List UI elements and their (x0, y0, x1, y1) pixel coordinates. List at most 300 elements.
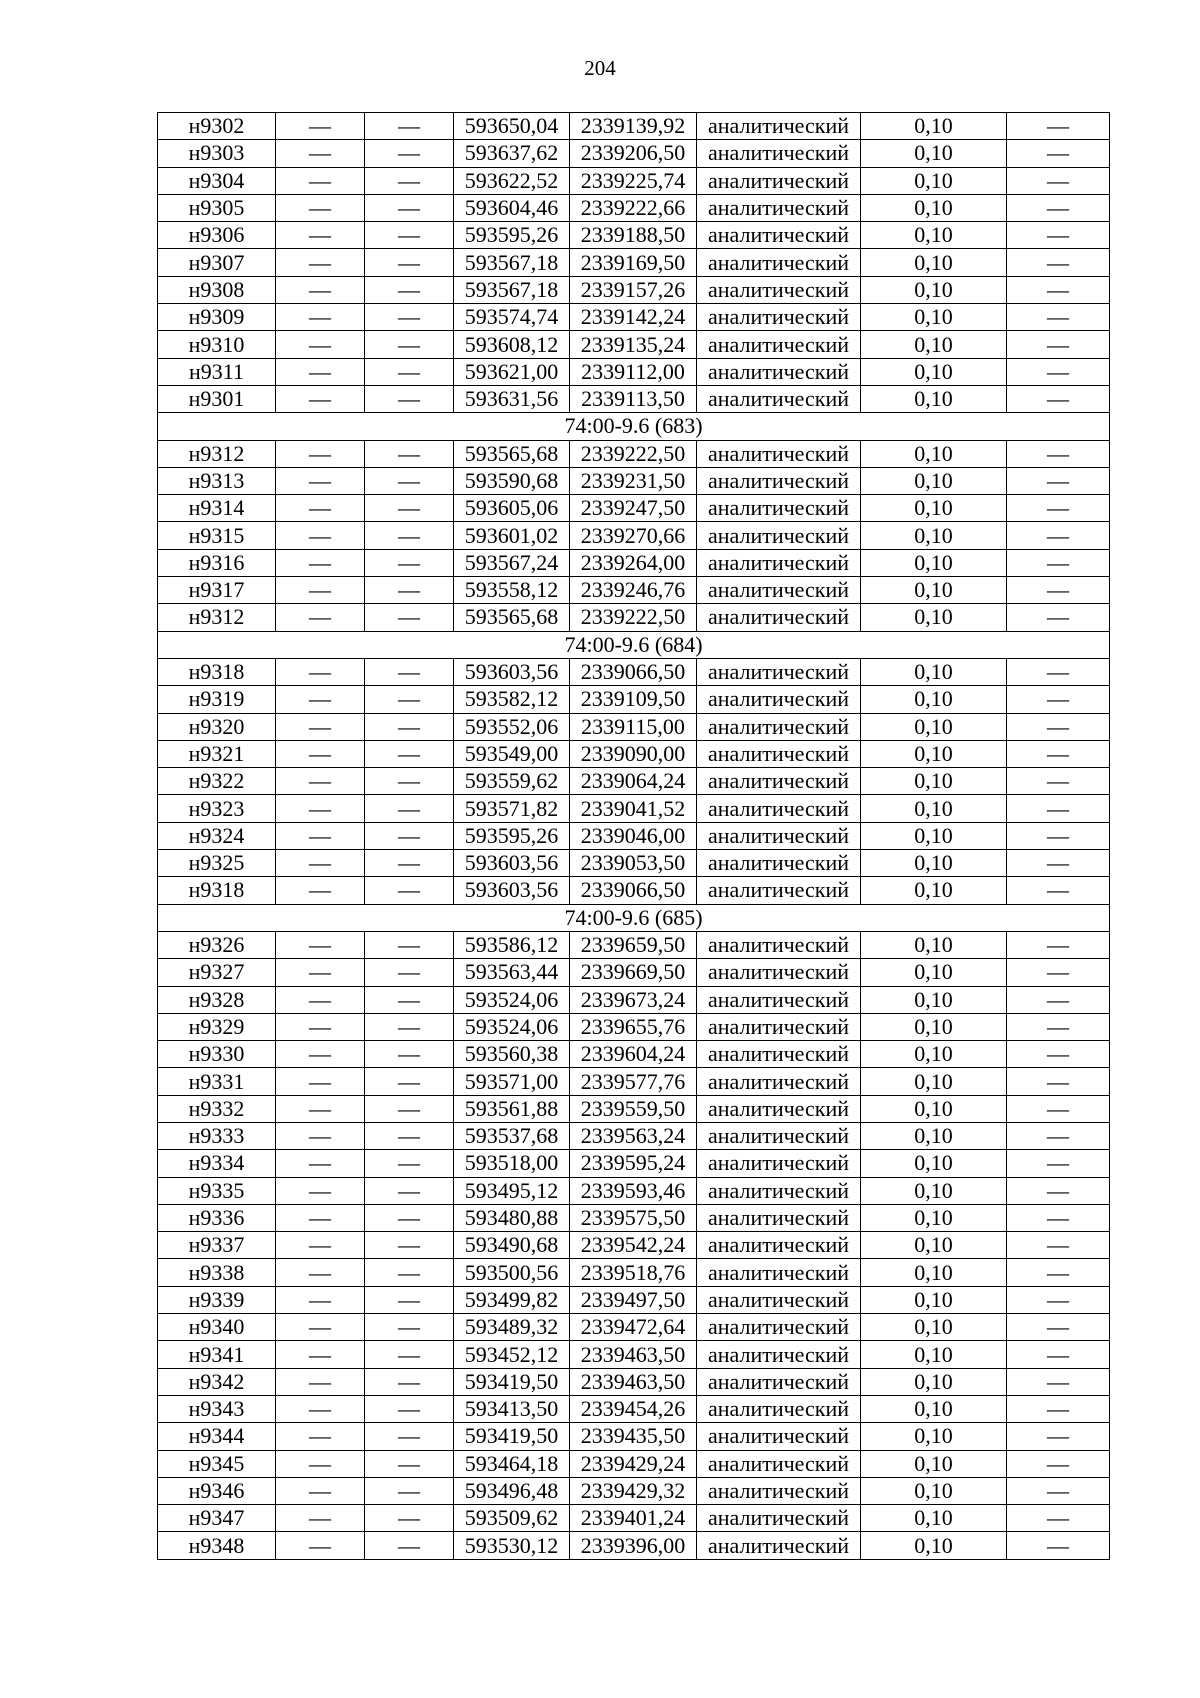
precision-cell: 0,10 (861, 304, 1007, 331)
point-name-cell: н9335 (158, 1177, 276, 1204)
empty-dash-cell: — (276, 604, 365, 631)
precision-cell: 0,10 (861, 358, 1007, 385)
table-row (158, 495, 1110, 522)
empty-dash-cell: — (1007, 740, 1110, 767)
coordinate-y-cell: 2339247,50 (570, 495, 697, 522)
table-row (158, 740, 1110, 767)
method-cell: аналитический (697, 877, 861, 904)
method-cell: аналитический (697, 1532, 861, 1559)
coordinate-y-cell: 2339157,26 (570, 276, 697, 303)
coordinate-x-cell: 593574,74 (454, 304, 570, 331)
point-name-cell: н9318 (158, 877, 276, 904)
precision-cell: 0,10 (861, 1068, 1007, 1095)
empty-dash-cell: — (1007, 768, 1110, 795)
point-name-cell: н9320 (158, 713, 276, 740)
method-cell: аналитический (697, 304, 861, 331)
table-row (158, 1341, 1110, 1368)
precision-cell: 0,10 (861, 1013, 1007, 1040)
method-cell: аналитический (697, 249, 861, 276)
empty-dash-cell: — (365, 1395, 454, 1422)
coordinate-y-cell: 2339225,74 (570, 167, 697, 194)
empty-dash-cell: — (365, 549, 454, 576)
method-cell: аналитический (697, 686, 861, 713)
precision-cell: 0,10 (861, 222, 1007, 249)
coordinate-x-cell: 593605,06 (454, 495, 570, 522)
table-row (158, 467, 1110, 494)
method-cell: аналитический (697, 1013, 861, 1040)
point-name-cell: н9341 (158, 1341, 276, 1368)
empty-dash-cell: — (1007, 467, 1110, 494)
point-name-cell: н9332 (158, 1095, 276, 1122)
empty-dash-cell: — (276, 1204, 365, 1231)
precision-cell: 0,10 (861, 1341, 1007, 1368)
empty-dash-cell: — (365, 1341, 454, 1368)
method-cell: аналитический (697, 1395, 861, 1422)
empty-dash-cell: — (365, 1177, 454, 1204)
empty-dash-cell: — (1007, 877, 1110, 904)
empty-dash-cell: — (276, 194, 365, 221)
precision-cell: 0,10 (861, 1204, 1007, 1231)
precision-cell: 0,10 (861, 604, 1007, 631)
point-name-cell: н9326 (158, 931, 276, 958)
precision-cell: 0,10 (861, 577, 1007, 604)
empty-dash-cell: — (365, 358, 454, 385)
empty-dash-cell: — (276, 140, 365, 167)
empty-dash-cell: — (276, 577, 365, 604)
precision-cell: 0,10 (861, 1150, 1007, 1177)
method-cell: аналитический (697, 385, 861, 412)
table-row (158, 795, 1110, 822)
coordinate-y-cell: 2339115,00 (570, 713, 697, 740)
coordinate-y-cell: 2339595,24 (570, 1150, 697, 1177)
coordinate-x-cell: 593563,44 (454, 959, 570, 986)
coordinate-x-cell: 593595,26 (454, 822, 570, 849)
empty-dash-cell: — (365, 1286, 454, 1313)
table-row (158, 358, 1110, 385)
empty-dash-cell: — (1007, 222, 1110, 249)
method-cell: аналитический (697, 1286, 861, 1313)
coordinate-y-cell: 2339046,00 (570, 822, 697, 849)
point-name-cell: н9301 (158, 385, 276, 412)
point-name-cell: н9303 (158, 140, 276, 167)
precision-cell: 0,10 (861, 1395, 1007, 1422)
precision-cell: 0,10 (861, 276, 1007, 303)
table-row (158, 1505, 1110, 1532)
coordinate-x-cell: 593495,12 (454, 1177, 570, 1204)
precision-cell: 0,10 (861, 140, 1007, 167)
coordinate-y-cell: 2339246,76 (570, 577, 697, 604)
table-row (158, 1314, 1110, 1341)
coordinate-x-cell: 593561,88 (454, 1095, 570, 1122)
table-row (158, 986, 1110, 1013)
precision-cell: 0,10 (861, 686, 1007, 713)
coordinate-y-cell: 2339577,76 (570, 1068, 697, 1095)
precision-cell: 0,10 (861, 931, 1007, 958)
method-cell: аналитический (697, 768, 861, 795)
precision-cell: 0,10 (861, 249, 1007, 276)
method-cell: аналитический (697, 658, 861, 685)
coordinate-x-cell: 593601,02 (454, 522, 570, 549)
empty-dash-cell: — (1007, 331, 1110, 358)
method-cell: аналитический (697, 549, 861, 576)
precision-cell: 0,10 (861, 1477, 1007, 1504)
coordinate-y-cell: 2339135,24 (570, 331, 697, 358)
table-row (158, 1423, 1110, 1450)
method-cell: аналитический (697, 1450, 861, 1477)
table-row (158, 1259, 1110, 1286)
point-name-cell: н9322 (158, 768, 276, 795)
table-row (158, 1532, 1110, 1559)
empty-dash-cell: — (276, 1013, 365, 1040)
table-row (158, 385, 1110, 412)
empty-dash-cell: — (1007, 1450, 1110, 1477)
table-row (158, 194, 1110, 221)
coordinate-y-cell: 2339206,50 (570, 140, 697, 167)
precision-cell: 0,10 (861, 495, 1007, 522)
empty-dash-cell: — (1007, 1532, 1110, 1559)
empty-dash-cell: — (276, 1532, 365, 1559)
empty-dash-cell: — (1007, 850, 1110, 877)
table-row (158, 850, 1110, 877)
coordinate-x-cell: 593500,56 (454, 1259, 570, 1286)
point-name-cell: н9329 (158, 1013, 276, 1040)
empty-dash-cell: — (276, 1259, 365, 1286)
precision-cell: 0,10 (861, 1505, 1007, 1532)
empty-dash-cell: — (1007, 658, 1110, 685)
empty-dash-cell: — (365, 194, 454, 221)
coordinate-y-cell: 2339066,50 (570, 658, 697, 685)
empty-dash-cell: — (276, 795, 365, 822)
empty-dash-cell: — (276, 713, 365, 740)
method-cell: аналитический (697, 931, 861, 958)
precision-cell: 0,10 (861, 113, 1007, 140)
empty-dash-cell: — (1007, 931, 1110, 958)
empty-dash-cell: — (276, 686, 365, 713)
coordinate-x-cell: 593552,06 (454, 713, 570, 740)
coordinate-y-cell: 2339669,50 (570, 959, 697, 986)
point-name-cell: н9324 (158, 822, 276, 849)
point-name-cell: н9331 (158, 1068, 276, 1095)
empty-dash-cell: — (276, 1505, 365, 1532)
table-row (158, 276, 1110, 303)
empty-dash-cell: — (365, 140, 454, 167)
coordinate-y-cell: 2339604,24 (570, 1041, 697, 1068)
coordinate-x-cell: 593524,06 (454, 1013, 570, 1040)
coordinate-y-cell: 2339542,24 (570, 1232, 697, 1259)
empty-dash-cell: — (276, 304, 365, 331)
table-row (158, 877, 1110, 904)
table-row (158, 1286, 1110, 1313)
empty-dash-cell: — (365, 795, 454, 822)
empty-dash-cell: — (1007, 1395, 1110, 1422)
table-row (158, 1068, 1110, 1095)
point-name-cell: н9339 (158, 1286, 276, 1313)
table-row (158, 1095, 1110, 1122)
empty-dash-cell: — (365, 822, 454, 849)
empty-dash-cell: — (276, 1395, 365, 1422)
method-cell: аналитический (697, 440, 861, 467)
table-row (158, 304, 1110, 331)
coordinate-y-cell: 2339454,26 (570, 1395, 697, 1422)
method-cell: аналитический (697, 959, 861, 986)
empty-dash-cell: — (1007, 1232, 1110, 1259)
coordinate-y-cell: 2339090,00 (570, 740, 697, 767)
empty-dash-cell: — (1007, 1177, 1110, 1204)
empty-dash-cell: — (1007, 1286, 1110, 1313)
table-row (158, 249, 1110, 276)
empty-dash-cell: — (1007, 1068, 1110, 1095)
empty-dash-cell: — (365, 113, 454, 140)
empty-dash-cell: — (1007, 249, 1110, 276)
method-cell: аналитический (697, 1095, 861, 1122)
method-cell: аналитический (697, 167, 861, 194)
coordinate-x-cell: 593608,12 (454, 331, 570, 358)
empty-dash-cell: — (365, 249, 454, 276)
precision-cell: 0,10 (861, 1122, 1007, 1149)
precision-cell: 0,10 (861, 740, 1007, 767)
precision-cell: 0,10 (861, 1450, 1007, 1477)
table-row (158, 1013, 1110, 1040)
table-row (158, 331, 1110, 358)
coordinate-x-cell: 593490,68 (454, 1232, 570, 1259)
coordinate-y-cell: 2339222,50 (570, 604, 697, 631)
table-row (158, 1477, 1110, 1504)
empty-dash-cell: — (1007, 304, 1110, 331)
coordinate-x-cell: 593631,56 (454, 385, 570, 412)
empty-dash-cell: — (1007, 795, 1110, 822)
empty-dash-cell: — (365, 440, 454, 467)
empty-dash-cell: — (1007, 1122, 1110, 1149)
empty-dash-cell: — (276, 522, 365, 549)
coordinate-x-cell: 593571,00 (454, 1068, 570, 1095)
empty-dash-cell: — (1007, 959, 1110, 986)
precision-cell: 0,10 (861, 1314, 1007, 1341)
empty-dash-cell: — (365, 1204, 454, 1231)
empty-dash-cell: — (365, 1423, 454, 1450)
point-name-cell: н9319 (158, 686, 276, 713)
method-cell: аналитический (697, 1423, 861, 1450)
empty-dash-cell: — (276, 1068, 365, 1095)
empty-dash-cell: — (365, 1477, 454, 1504)
coordinate-x-cell: 593565,68 (454, 604, 570, 631)
table-row (158, 1204, 1110, 1231)
empty-dash-cell: — (365, 1013, 454, 1040)
coordinate-x-cell: 593559,62 (454, 768, 570, 795)
empty-dash-cell: — (1007, 1423, 1110, 1450)
empty-dash-cell: — (276, 249, 365, 276)
table-row (158, 167, 1110, 194)
point-name-cell: н9306 (158, 222, 276, 249)
empty-dash-cell: — (365, 331, 454, 358)
empty-dash-cell: — (276, 495, 365, 522)
method-cell: аналитический (697, 1041, 861, 1068)
coordinate-x-cell: 593567,18 (454, 249, 570, 276)
method-cell: аналитический (697, 467, 861, 494)
table-row (158, 113, 1110, 140)
coordinate-y-cell: 2339139,92 (570, 113, 697, 140)
empty-dash-cell: — (276, 850, 365, 877)
empty-dash-cell: — (365, 276, 454, 303)
point-name-cell: н9328 (158, 986, 276, 1013)
method-cell: аналитический (697, 522, 861, 549)
coordinate-y-cell: 2339270,66 (570, 522, 697, 549)
coordinate-y-cell: 2339264,00 (570, 549, 697, 576)
coordinate-y-cell: 2339396,00 (570, 1532, 697, 1559)
empty-dash-cell: — (1007, 276, 1110, 303)
empty-dash-cell: — (1007, 522, 1110, 549)
precision-cell: 0,10 (861, 1286, 1007, 1313)
coordinate-y-cell: 2339518,76 (570, 1259, 697, 1286)
empty-dash-cell: — (365, 1314, 454, 1341)
coordinate-x-cell: 593586,12 (454, 931, 570, 958)
coordinate-y-cell: 2339112,00 (570, 358, 697, 385)
empty-dash-cell: — (365, 522, 454, 549)
empty-dash-cell: — (1007, 113, 1110, 140)
coordinate-x-cell: 593496,48 (454, 1477, 570, 1504)
coordinate-y-cell: 2339429,32 (570, 1477, 697, 1504)
table-row (158, 522, 1110, 549)
empty-dash-cell: — (276, 331, 365, 358)
empty-dash-cell: — (276, 1341, 365, 1368)
table-row (158, 822, 1110, 849)
point-name-cell: н9323 (158, 795, 276, 822)
coordinate-x-cell: 593464,18 (454, 1450, 570, 1477)
coordinate-x-cell: 593413,50 (454, 1395, 570, 1422)
method-cell: аналитический (697, 1477, 861, 1504)
method-cell: аналитический (697, 795, 861, 822)
table-row (158, 768, 1110, 795)
precision-cell: 0,10 (861, 467, 1007, 494)
method-cell: аналитический (697, 577, 861, 604)
coordinate-x-cell: 593595,26 (454, 222, 570, 249)
empty-dash-cell: — (276, 1150, 365, 1177)
empty-dash-cell: — (365, 1232, 454, 1259)
empty-dash-cell: — (365, 740, 454, 767)
precision-cell: 0,10 (861, 713, 1007, 740)
empty-dash-cell: — (365, 385, 454, 412)
empty-dash-cell: — (365, 604, 454, 631)
coordinate-x-cell: 593558,12 (454, 577, 570, 604)
point-name-cell: н9347 (158, 1505, 276, 1532)
precision-cell: 0,10 (861, 1368, 1007, 1395)
empty-dash-cell: — (365, 959, 454, 986)
precision-cell: 0,10 (861, 1232, 1007, 1259)
empty-dash-cell: — (1007, 1341, 1110, 1368)
method-cell: аналитический (697, 276, 861, 303)
table-row (158, 222, 1110, 249)
empty-dash-cell: — (1007, 1041, 1110, 1068)
coordinate-x-cell: 593419,50 (454, 1368, 570, 1395)
point-name-cell: н9342 (158, 1368, 276, 1395)
empty-dash-cell: — (365, 986, 454, 1013)
empty-dash-cell: — (365, 222, 454, 249)
coordinate-y-cell: 2339659,50 (570, 931, 697, 958)
method-cell: аналитический (697, 986, 861, 1013)
empty-dash-cell: — (1007, 1368, 1110, 1395)
empty-dash-cell: — (276, 1450, 365, 1477)
coordinate-y-cell: 2339559,50 (570, 1095, 697, 1122)
empty-dash-cell: — (365, 1368, 454, 1395)
point-name-cell: н9309 (158, 304, 276, 331)
coordinate-y-cell: 2339463,50 (570, 1341, 697, 1368)
empty-dash-cell: — (276, 658, 365, 685)
empty-dash-cell: — (276, 1368, 365, 1395)
coordinate-x-cell: 593571,82 (454, 795, 570, 822)
coordinate-y-cell: 2339142,24 (570, 304, 697, 331)
point-name-cell: н9308 (158, 276, 276, 303)
method-cell: аналитический (697, 1204, 861, 1231)
empty-dash-cell: — (276, 1177, 365, 1204)
coordinates-table-body (158, 113, 1110, 1560)
coordinate-x-cell: 593603,56 (454, 658, 570, 685)
method-cell: аналитический (697, 1150, 861, 1177)
empty-dash-cell: — (1007, 194, 1110, 221)
empty-dash-cell: — (276, 1095, 365, 1122)
table-row (158, 931, 1110, 958)
empty-dash-cell: — (276, 1423, 365, 1450)
table-row (158, 549, 1110, 576)
empty-dash-cell: — (365, 1095, 454, 1122)
section-header-row (158, 631, 1110, 658)
table-row (158, 713, 1110, 740)
empty-dash-cell: — (276, 740, 365, 767)
empty-dash-cell: — (276, 467, 365, 494)
method-cell: аналитический (697, 1232, 861, 1259)
method-cell: аналитический (697, 222, 861, 249)
coordinate-y-cell: 2339231,50 (570, 467, 697, 494)
empty-dash-cell: — (365, 495, 454, 522)
coordinate-x-cell: 593530,12 (454, 1532, 570, 1559)
point-name-cell: н9336 (158, 1204, 276, 1231)
table-row (158, 959, 1110, 986)
method-cell: аналитический (697, 740, 861, 767)
empty-dash-cell: — (276, 1041, 365, 1068)
point-name-cell: н9348 (158, 1532, 276, 1559)
method-cell: аналитический (697, 1368, 861, 1395)
empty-dash-cell: — (1007, 440, 1110, 467)
empty-dash-cell: — (276, 167, 365, 194)
parcel-section-label: 74:00-9.6 (684) (158, 631, 1110, 658)
method-cell: аналитический (697, 1341, 861, 1368)
empty-dash-cell: — (276, 768, 365, 795)
empty-dash-cell: — (276, 1232, 365, 1259)
method-cell: аналитический (697, 1068, 861, 1095)
coordinate-y-cell: 2339401,24 (570, 1505, 697, 1532)
table-row (158, 1368, 1110, 1395)
point-name-cell: н9337 (158, 1232, 276, 1259)
table-row (158, 686, 1110, 713)
method-cell: аналитический (697, 140, 861, 167)
empty-dash-cell: — (365, 1122, 454, 1149)
precision-cell: 0,10 (861, 1095, 1007, 1122)
precision-cell: 0,10 (861, 385, 1007, 412)
point-name-cell: н9345 (158, 1450, 276, 1477)
empty-dash-cell: — (1007, 358, 1110, 385)
point-name-cell: н9313 (158, 467, 276, 494)
coordinate-y-cell: 2339429,24 (570, 1450, 697, 1477)
coordinate-x-cell: 593622,52 (454, 167, 570, 194)
coordinate-x-cell: 593621,00 (454, 358, 570, 385)
method-cell: аналитический (697, 850, 861, 877)
method-cell: аналитический (697, 1314, 861, 1341)
coordinate-x-cell: 593452,12 (454, 1341, 570, 1368)
method-cell: аналитический (697, 358, 861, 385)
coordinate-x-cell: 593603,56 (454, 877, 570, 904)
parcel-section-label: 74:00-9.6 (685) (158, 904, 1110, 931)
section-header-row (158, 904, 1110, 931)
point-name-cell: н9310 (158, 331, 276, 358)
empty-dash-cell: — (365, 1450, 454, 1477)
